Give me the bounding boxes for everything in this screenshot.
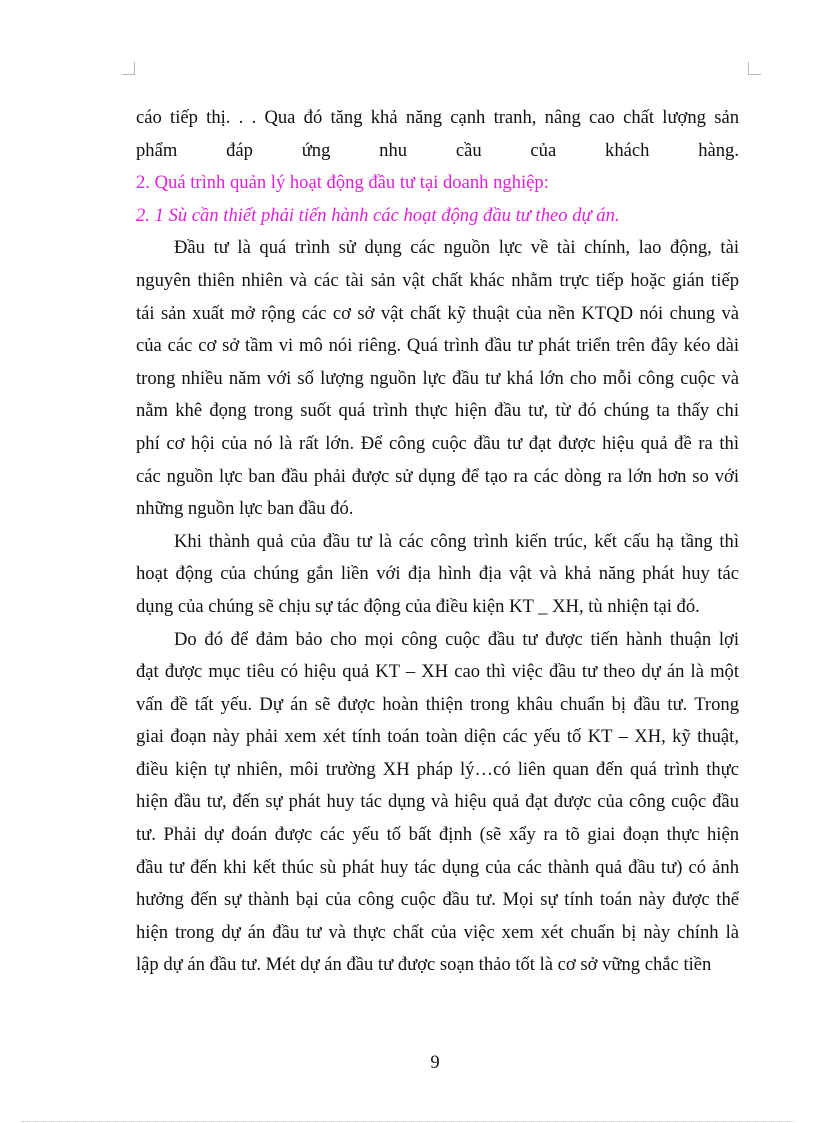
text-line: giai đoạn này phải xem xét tính toán toàn diện các yếu tố KT – XH, kỹ thuật, xyxy=(136,726,739,748)
text-line: tư. Phải dự đoán được các yếu tố bất định (sẽ xẩy ra tõ giai đoạn thực hiện xyxy=(136,824,739,846)
body-text xyxy=(136,102,739,982)
text-line: hoạt động của chúng gắn liền với địa hình địa vật và khả năng phát huy tác xyxy=(136,563,739,585)
page-bottom-divider xyxy=(22,1121,794,1122)
text-line: trong nhiều năm với số lượng nguồn lực đầu tư khá lớn cho mỗi công cuộc và xyxy=(136,367,739,389)
text-line: hiện trong dự án đầu tư và thực chất của việc xem xét chuẩn bị này chính là xyxy=(136,921,739,943)
text-line: của các cơ sở tầm vi mô nói riêng. Quá trình đầu tư phát triển trên đây kéo dài xyxy=(136,335,739,357)
page-number: 9 xyxy=(430,1052,440,1073)
text-line: hưởng đến sự thành bại của công cuộc đầu tư. Mọi sự tính toán này được thể xyxy=(136,889,739,911)
text-line: nguyên thiên nhiên và các tài sản vật chất khác nhằm trực tiếp hoặc gián tiếp xyxy=(136,269,739,291)
paragraph-first-line: Khi thành quả của đầu tư là các công trình kiến trúc, kết cấu hạ tầng thì xyxy=(174,530,739,552)
text-line: điều kiện tự nhiên, môi trường XH pháp lý…có liên quan đến quá trình thực xyxy=(136,758,739,780)
text-line: tái sản xuất mở rộng các cơ sở vật chất kỹ thuật của nền KTQD nói chung và xyxy=(136,302,739,324)
paragraph-last-line: những nguồn lực ban đầu đó. xyxy=(136,498,354,520)
text-line: hiện đầu tư, đến sự phát huy tác dụng và hiệu quả đạt được của công cuộc đầu xyxy=(136,791,739,813)
paragraph-first-line: Đầu tư là quá trình sử dụng các nguồn lực về tài chính, lao động, tài xyxy=(174,237,739,259)
text-line: nằm khê đọng trong suốt quá trình thực hiện đầu tư, từ đó chúng ta thấy chi xyxy=(136,400,739,422)
crop-mark-top-right xyxy=(748,62,761,75)
paragraph-first-line: Do đó để đảm bảo cho mọi công cuộc đầu tư được tiến hành thuận lợi xyxy=(174,628,739,650)
text-line: đạt được mục tiêu có hiệu quả KT – XH cao thì việc đầu tư theo dự án là một xyxy=(136,661,739,683)
text-line: các nguồn lực ban đầu phải được sử dụng để tạo ra các dòng ra lớn hơn so với xyxy=(136,465,739,487)
crop-mark-top-left xyxy=(122,62,135,75)
text-line: phí cơ hội của nó là rất lớn. Để công cuộc đầu tư đạt được hiệu quả đề ra thì xyxy=(136,432,739,454)
subsection-heading: 2. 1 Sù cần thiết phải tiến hành các hoạt động đầu tư theo dự án. xyxy=(136,204,620,226)
text-line: vấn đề tất yếu. Dự án sẽ được hoàn thiện trong khâu chuẩn bị đầu tư. Trong xyxy=(136,693,739,715)
text-line: cáo tiếp thị. . . Qua đó tăng khả năng cạnh tranh, nâng cao chất lượng sản xyxy=(136,107,739,128)
text-line: đầu tư đến khi kết thúc sù phát huy tác dụng của các thành quả đầu tư) có ảnh xyxy=(136,856,739,878)
paragraph-last-line: dụng của chúng sẽ chịu sự tác động của điều kiện KT _ XH, tù nhiện tại đó. xyxy=(136,595,700,617)
section-heading: 2. Quá trình quản lý hoạt động đầu tư tại doanh nghiệp: xyxy=(136,172,549,194)
text-line: phẩm đáp ứng nhu cầu của khách hàng. xyxy=(136,139,739,161)
text-line: lập dự án đầu tư. Mét dự án đầu tư được soạn thảo tốt là cơ sở vững chắc tiền xyxy=(136,954,712,976)
